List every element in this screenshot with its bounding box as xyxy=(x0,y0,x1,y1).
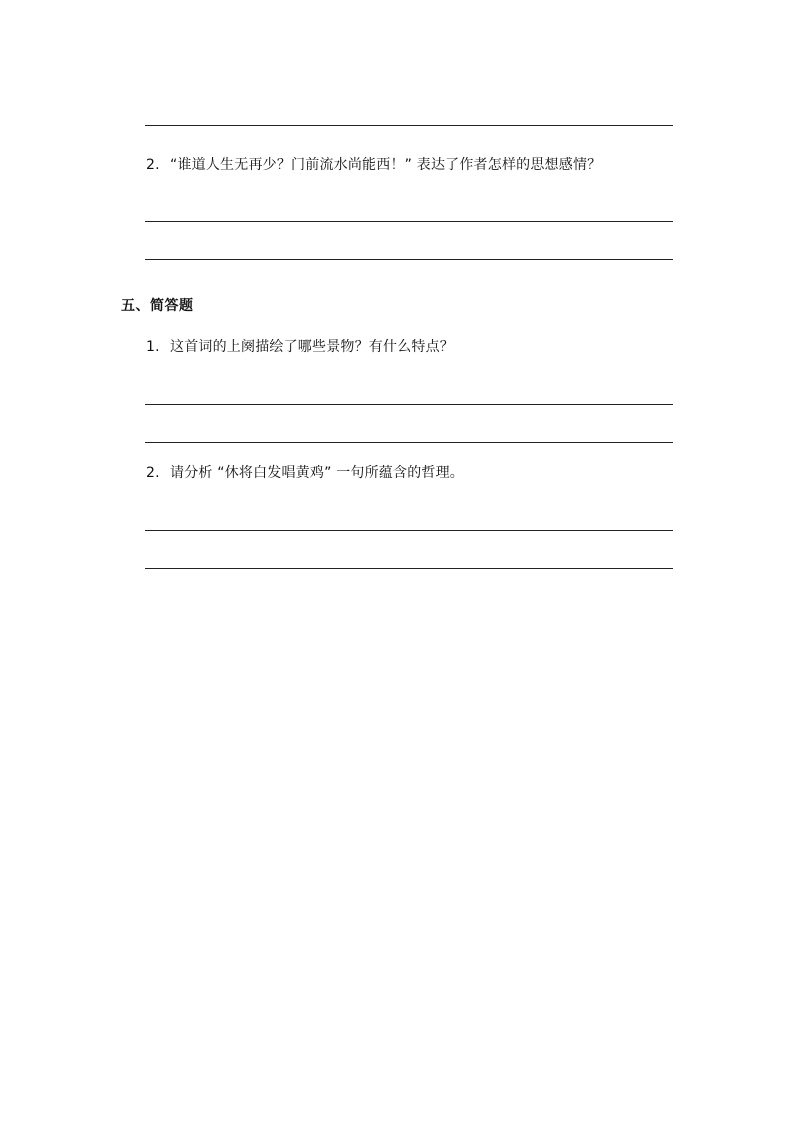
answer-line[interactable] xyxy=(145,568,673,569)
answer-line[interactable] xyxy=(145,442,673,443)
answer-line[interactable] xyxy=(145,259,673,260)
question-number: 1. xyxy=(146,339,160,355)
question-number: 2. xyxy=(146,157,160,173)
question-text: 请分析 “休将白发唱黄鸡” 一句所蕴含的哲理。 xyxy=(170,465,465,481)
answer-line[interactable] xyxy=(145,221,673,222)
answer-line[interactable] xyxy=(145,125,673,126)
answer-line[interactable] xyxy=(145,404,673,405)
question-item xyxy=(146,338,454,356)
question-number: 2. xyxy=(146,465,160,481)
section-heading: 五、简答题 xyxy=(121,298,194,314)
question-item xyxy=(146,156,601,174)
answer-line[interactable] xyxy=(145,530,673,531)
question-item xyxy=(146,464,464,482)
question-text: 这首词的上阕描绘了哪些景物？有什么特点？ xyxy=(170,339,454,355)
question-text: “谁道人生无再少？门前流水尚能西！” 表达了作者怎样的思想感情？ xyxy=(170,157,602,173)
